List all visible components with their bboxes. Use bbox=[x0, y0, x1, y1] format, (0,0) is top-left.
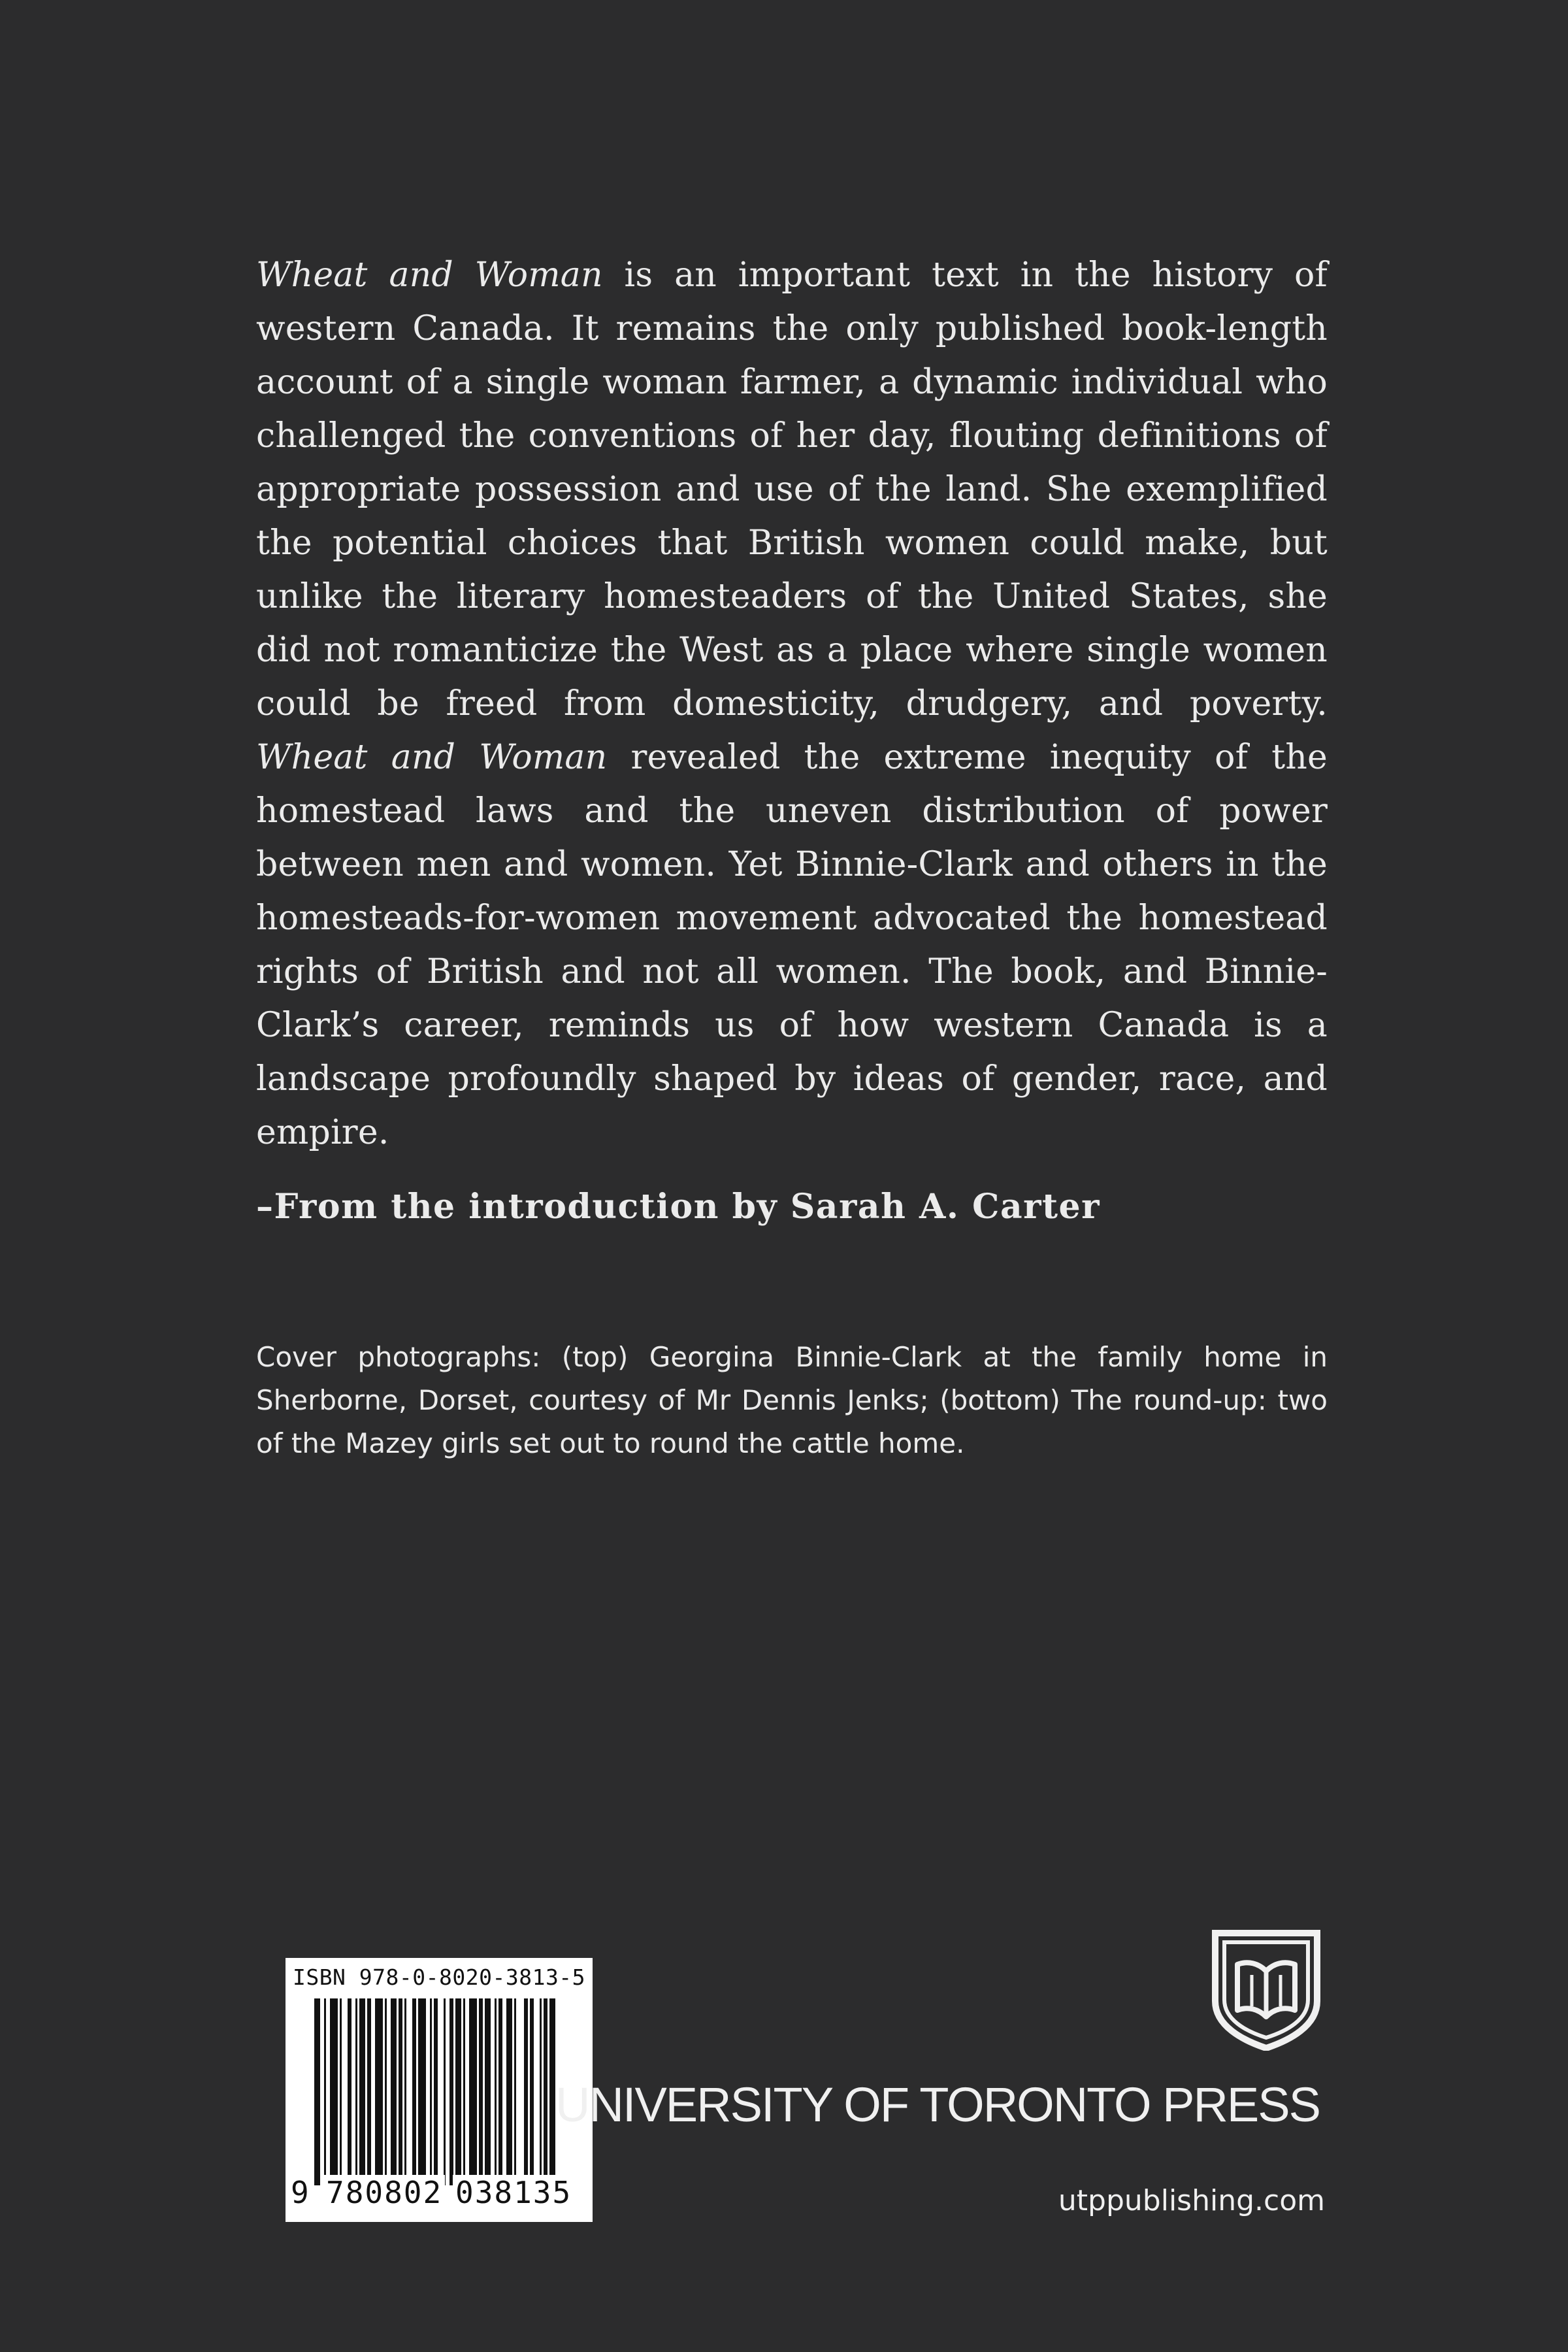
barcode-bar bbox=[514, 1998, 516, 2185]
open-book-shield-icon bbox=[1211, 1929, 1321, 2051]
blurb-text: revealed the extreme inequity of the homestead laws and the uneven distribution of power between men and women. Yet Binnie-Clark and others in the homesteads-for-women movement advocated the homestead rights of British and not all women. The book, and Binnie-Clark’s career, reminds us of how western Canada is a landscape profoundly shaped by ideas of gender, race, and empire. bbox=[256, 738, 1328, 1152]
barcode-bar bbox=[495, 1998, 497, 2185]
back-cover-blurb bbox=[256, 248, 1328, 1159]
barcode-bar bbox=[485, 1998, 491, 2185]
barcode-bar bbox=[375, 1998, 383, 2185]
barcode-bar bbox=[506, 1998, 512, 2185]
barcode-bar bbox=[385, 1998, 387, 2185]
barcode-bar bbox=[455, 1998, 461, 2185]
barcode-bar bbox=[498, 1998, 502, 2185]
blurb-text: is an important text in the history of western Canada. It remains the only published book-length account of a single woman farmer, a dynamic individual who challenged the conventions of her day, flouting definitions of appropriate possession and use of the land. She exemplified the potential choices that British women could make, but unlike the literary homesteaders of the United States, she did not romanticize the West as a place where single women could be freed from domesticity, drudgery, and poverty. bbox=[256, 256, 1328, 723]
barcode-bar bbox=[479, 1998, 483, 2185]
barcode-bar bbox=[314, 1998, 320, 2185]
barcode-bar bbox=[418, 1998, 426, 2185]
barcode-bar bbox=[324, 1998, 326, 2185]
ean-left-group: 780802 bbox=[323, 2175, 445, 2210]
barcode-bar bbox=[469, 1998, 477, 2185]
ean-first-digit: 9 bbox=[291, 2175, 309, 2210]
barcode-bar bbox=[549, 1998, 555, 2185]
barcode-bar bbox=[530, 1998, 534, 2185]
barcode-bar bbox=[463, 1998, 465, 2185]
ean-right-group: 038135 bbox=[453, 2175, 574, 2210]
attribution-line: –From the introduction by Sarah A. Carter bbox=[256, 1187, 1101, 1227]
barcode-bar bbox=[367, 1998, 371, 2185]
barcode-bar bbox=[524, 1998, 528, 2185]
barcode-bar bbox=[449, 1998, 453, 2185]
isbn-label: ISBN 978-0-8020-3813-5 bbox=[292, 1964, 586, 1990]
barcode-bar bbox=[330, 1998, 338, 2185]
isbn-barcode bbox=[286, 1958, 593, 2222]
cover-photo-credits: Cover photographs: (top) Georgina Binnie-Clark at the family home in Sherborne, Dorset, courtesy of Mr Dennis Jenks; (bottom) The round-up: two of the Mazey girls set out to round the cattle home. bbox=[256, 1341, 1328, 1459]
book-title-italic: Wheat and Woman bbox=[256, 256, 603, 295]
barcode-bar bbox=[340, 1998, 342, 2185]
barcode-bar bbox=[544, 1998, 547, 2185]
ean-digits bbox=[286, 2175, 593, 2214]
barcode-bar bbox=[412, 1998, 416, 2185]
barcode-bar bbox=[355, 1998, 357, 2185]
barcode-bar bbox=[434, 1998, 438, 2185]
barcode-bar bbox=[404, 1998, 406, 2185]
barcode-bar bbox=[540, 1998, 542, 2185]
publisher-name: UNIVERSITY OF TORONTO PRESS bbox=[555, 2078, 1320, 2132]
barcode-bar bbox=[444, 1998, 446, 2185]
barcode-bar bbox=[430, 1998, 432, 2185]
barcode-bar bbox=[391, 1998, 397, 2185]
barcode-bar bbox=[348, 1998, 351, 2185]
publisher-website: utppublishing.com bbox=[1058, 2184, 1325, 2217]
barcode-bar bbox=[399, 1998, 402, 2185]
barcode-bar bbox=[359, 1998, 365, 2185]
book-title-italic: Wheat and Woman bbox=[256, 738, 608, 777]
